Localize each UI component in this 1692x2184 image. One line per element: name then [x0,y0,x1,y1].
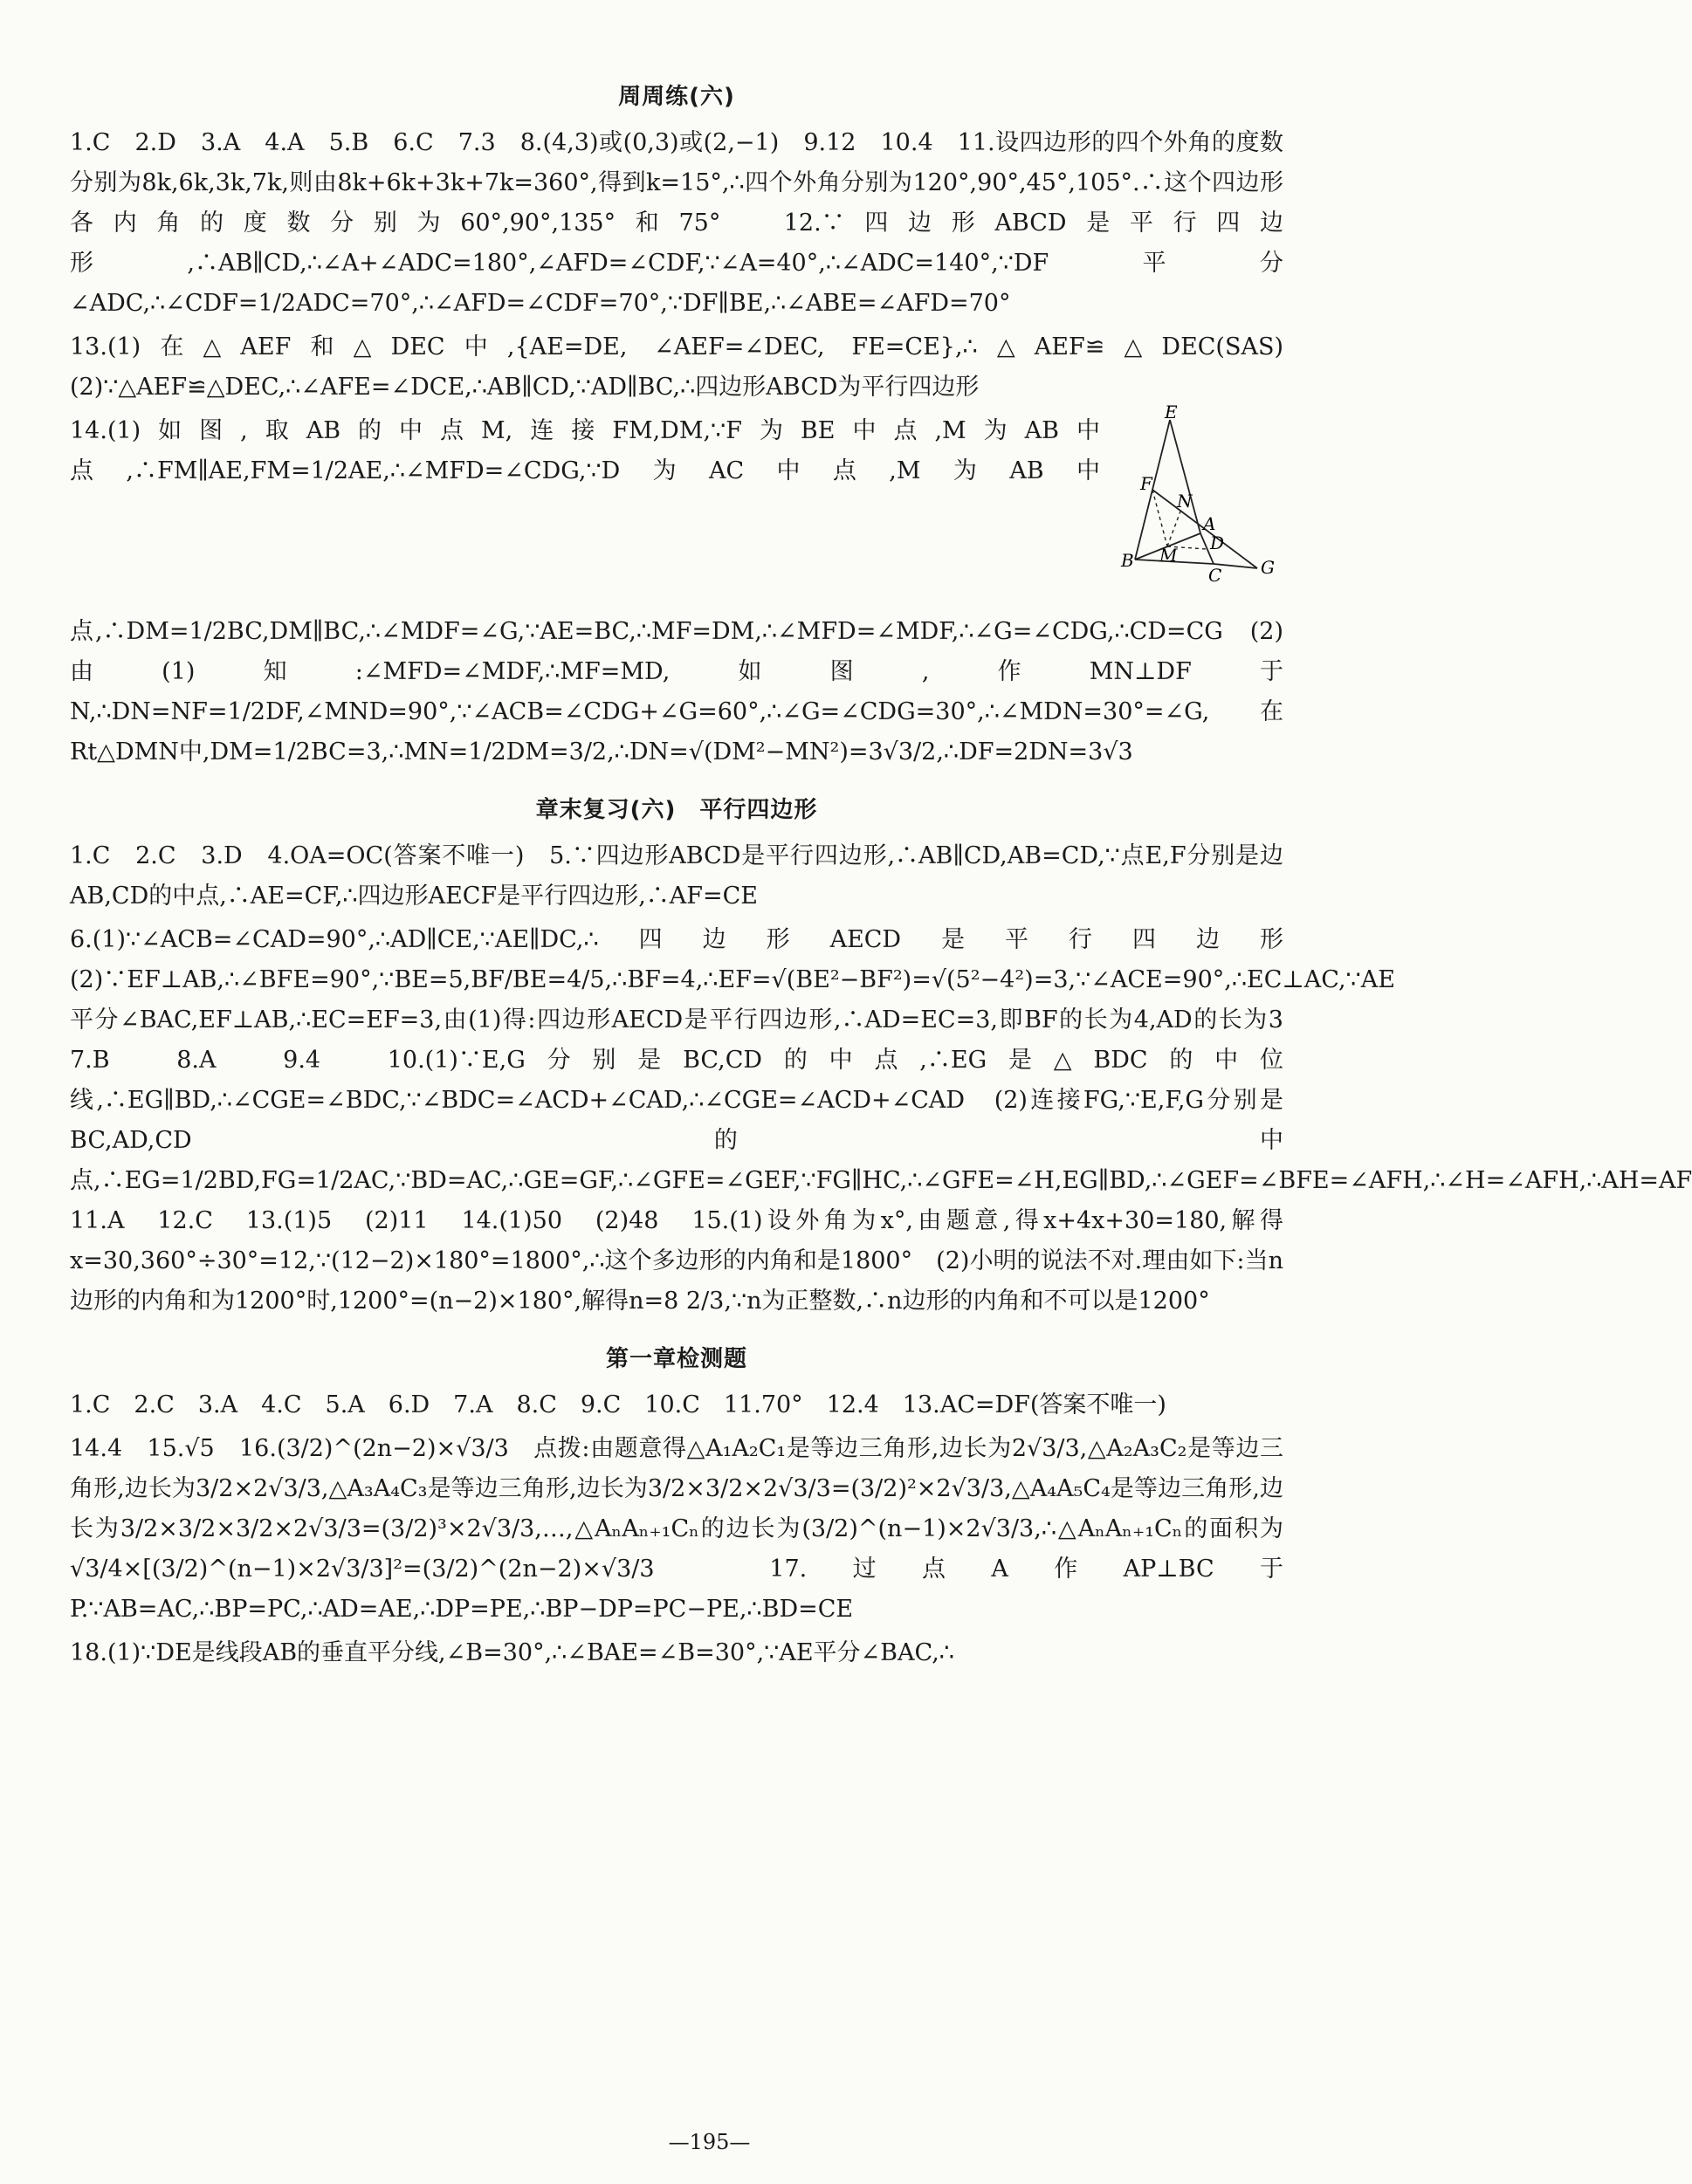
label-A: A [1203,513,1216,534]
triangle-diagram [1118,402,1283,612]
section-title: 第一章检测题 [605,1346,747,1372]
label-C: C [1208,565,1222,586]
label-G: G [1261,557,1275,578]
paragraph: 13.(1)在△AEF和△DEC中,{AE=DE, ∠AEF=∠DEC, FE=CE},∴△AEF≌△DEC(SAS) (2)∵△AEF≌△DEC,∴∠AFE=∠DCE,∴AB∥CD,∵AD∥BC,∴四边形ABCD为平行四边形 [70,333,1307,401]
line-EA [1170,420,1200,533]
section-title: 章末复习(六) 平行四边形 [535,797,818,823]
page-number: —195— [668,2130,751,2154]
label-F: F [1140,473,1152,494]
paragraph: 1.C 2.C 3.A 4.C 5.A 6.D 7.A 8.C 9.C 10.C 11.70° 12.4 13.AC=DF(答案不唯一) [70,1391,1166,1418]
section-title: 周周练(六) [618,84,735,110]
paragraph: 6.(1)∵∠ACB=∠CAD=90°,∴AD∥CE,∵AE∥DC,∴四边形AECD是平行四边形 (2)∵EF⊥AB,∴∠BFE=90°,∵BE=5,BF/BE=4/5,∴BF=4,∴EF=√(BE²−BF²)=√(5²−4²)=3,∵∠ACE=90°,∴EC⊥AC,∵AE平分∠BAC,EF⊥AB,∴EC=EF=3,由(1)得:四边形AECD是平行四边形,∴AD=EC=3,即BF的长为4,AD的长为3 7.B 8.A 9.4 10.(1)∵E,G分别是BC,CD的中点,∴EG是△BDC的中位线,∴EG∥BD,∴∠CGE=∠BDC,∵∠BDC=∠ACD+∠CAD,∴∠CGE=∠ACD+∠CAD (2)连接FG,∵E,F,G分别是BC,AD,CD的中点,∴EG=1/2BD,FG=1/2AC,∵BD=AC,∴GE=GF,∴∠GFE=∠GEF,∵FG∥HC,∴∠GFE=∠H,EG∥BD,∴∠GEF=∠BFE=∠AFH,∴∠H=∠AFH,∴AH=AF 11.A 12.C 13.(1)5 (2)11 14.(1)50 (2)48 15.(1)设外角为x°,由题意,得x+4x+30=180,解得x=30,360°÷30°=12,∵(12−2)×180°=1800°,∴这个多边形的内角和是1800° (2)小明的说法不对.理由如下:当n边形的内角和为1200°时,1200°=(n−2)×180°,解得n=8 2/3,∵n为正整数,∴n边形的内角和不可以是1200° [70,926,1692,1315]
paragraph: 1.C 2.C 3.D 4.OA=OC(答案不唯一) 5.∵四边形ABCD是平行四边形,∴AB∥CD,AB=CD,∵点E,F分别是边AB,CD的中点,∴AE=CF,∴四边形AECF是平行四边形,∴AF=CE [70,842,1283,910]
section-chapter-test [70,1341,1283,1673]
paragraph: 14.4 15.√5 16.(3/2)^(2n−2)×√3/3 点拨:由题意得△A₁A₂C₁是等边三角形,边长为2√3/3,△A₂A₃C₂是等边三角形,边长为3/2×2√3/3,△A₃A₄C₃是等边三角形,边长为3/2×3/2×2√3/3=(3/2)²×2√3/3,△A₄A₅C₄是等边三角形,边长为3/2×3/2×3/2×2√3/3=(3/2)³×2√3/3,…,△AₙAₙ₊₁Cₙ的边长为(3/2)^(n−1)×2√3/3,∴△AₙAₙ₊₁Cₙ的面积为√3/4×[(3/2)^(n−1)×2√3/3]²=(3/2)^(2n−2)×√3/3 17.过点A作AP⊥BC于P.∵AB=AC,∴BP=PC,∴AD=AE,∴DP=PE,∴BP−DP=PC−PE,∴BD=CE [70,1435,1283,1623]
paragraph: 18.(1)∵DE是线段AB的垂直平分线,∠B=30°,∴∠BAE=∠B=30°,∵AE平分∠BAC,∴ [70,1639,954,1666]
dashed-MN [1167,512,1180,546]
label-B: B [1121,550,1134,571]
paragraph: 1.C 2.D 3.A 4.A 5.B 6.C 7.3 8.(4,3)或(0,3)或(2,−1) 9.12 10.4 11.设四边形的四个外角的度数分别为8k,6k,3k,7k,则由8k+6k+3k+7k=360°,得到k=15°,∴四个外角分别为120°,90°,45°,105°.∴这个四边形各内角的度数分别为60°,90°,135°和75° 12.∵四边形ABCD是平行四边形,∴AB∥CD,∴∠A+∠ADC=180°,∠AFD=∠CDF,∵∠A=40°,∴∠ADC=140°,∵DF平分∠ADC,∴∠CDF=1/2ADC=70°,∴∠AFD=∠CDF=70°,∵DF∥BE,∴∠ABE=∠AFD=70° [70,129,1283,317]
section-chapter-review [70,792,1692,1322]
label-M: M [1159,545,1178,566]
section-weekly-practice [70,79,1307,773]
label-N: N [1177,491,1193,512]
answer-page [70,79,1692,1693]
label-D: D [1210,532,1225,553]
label-E: E [1165,402,1178,422]
geometry-figure [1118,402,1283,612]
paragraph: 14.(1)如图,取AB的中点M,连接FM,DM,∵F为BE中点,M为AB中点,∴FM∥AE,FM=1/2AE,∴∠MFD=∠CDG,∵D为AC中点,M为AB中点,∴DM=1/2BC,DM∥BC,∴∠MDF=∠G,∵AE=BC,∴MF=DM,∴∠MFD=∠MDF,∴∠G=∠CDG,∴CD=CG (2)由(1)知:∠MFD=∠MDF,∴MF=MD,如图,作MN⊥DF于N,∴DN=NF=1/2DF,∠MND=90°,∵∠ACB=∠CDG+∠G=60°,∴∠G=∠CDG=30°,∴∠MDN=30°=∠G,在Rt△DMN中,DM=1/2BC=3,∴MN=1/2DM=3/2,∴DN=√(DM²−MN²)=3√3/2,∴DF=2DN=3√3 [70,417,1283,766]
